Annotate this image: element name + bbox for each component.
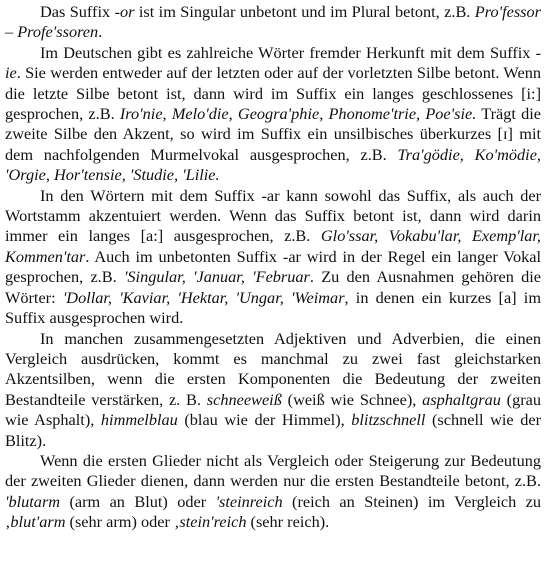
- paragraph: [5, 329, 541, 451]
- italic-term: -or: [114, 2, 135, 21]
- italic-term: Pro'fessor: [474, 2, 541, 21]
- text-run: Das Suffix: [40, 2, 115, 21]
- italic-term: -ie: [5, 42, 541, 83]
- italic-term: ‚blut'arm: [5, 512, 66, 532]
- italic-term: Glo'ssar, Vokabu'lar, Exemp'lar, Kommen'tar: [5, 226, 542, 266]
- italic-term: Tra'gödie, Ko'mödie, 'Orgie, Hor'tensie, 'Studie, 'Lilie.: [5, 144, 541, 185]
- text-run: Wenn die ersten Glieder nicht als Vergleich oder Steigerung zur Bedeutung der zweiten Glieder dienen, dann werden nur die ersten Bestandteile betont, z.B.: [5, 450, 541, 491]
- text-run: ist im Singular unbetont und im Plural betont, z.B.: [134, 2, 475, 21]
- italic-term: blitzschnell: [351, 410, 426, 430]
- italic-term: asphaltgrau: [422, 389, 501, 409]
- text-run: Im Deutschen gibt es zahlreiche Wörter fremder Herkunft mit dem Suffix: [40, 42, 536, 62]
- text-run: (grau wie Asphalt),: [5, 389, 542, 430]
- italic-term: 'steinreich: [215, 491, 283, 511]
- text-run: (sehr arm) oder: [65, 512, 174, 532]
- text-run: . Zu den Ausnahmen gehören die Wörter:: [5, 267, 542, 307]
- text-run: , in denen ein kurzes [a] im Suffix ausgesprochen wird.: [5, 287, 541, 328]
- paragraph: [5, 186, 541, 329]
- italic-term: schneeweiß: [206, 389, 282, 409]
- italic-term: 'blutarm: [5, 491, 61, 511]
- text-run: Trägt die zweite Silbe den Akzent, so wird im Suffix ein unsilbisches überkurzes [ɪ] mit dem nachfolgenden Murmelvokal ausgesprochen, z.B.: [5, 104, 542, 164]
- text-run: –: [5, 22, 18, 42]
- italic-term: Iro'nie, Melo'die, Geogra'phie, Phonome'trie, Poe'sie.: [119, 104, 477, 124]
- text-run: (schnell wie der Blitz).: [5, 410, 542, 450]
- text-run: (reich an Steinen) im Vergleich zu: [282, 491, 541, 511]
- paragraph: [5, 2, 541, 43]
- text-run: (weiß wie Schnee),: [281, 389, 423, 409]
- italic-term: ‚stein'reich: [173, 512, 247, 532]
- italic-term: himmelblau: [100, 410, 178, 430]
- text-run: . Auch im unbetonten Suffix -ar wird in der Regel ein langer Vokal gesprochen, z.B.: [5, 246, 541, 287]
- paragraph: [5, 43, 541, 186]
- text-run: (blau wie der Himmel),: [177, 410, 352, 430]
- text-run: (sehr reich).: [246, 512, 330, 532]
- italic-term: 'Singular, 'Januar, 'Februar: [123, 267, 310, 287]
- text-run: .: [98, 22, 103, 42]
- text-run: (arm an Blut) oder: [60, 491, 216, 511]
- text-run: In den Wörtern mit dem Suffix -ar kann sowohl das Suffix, als auch der Wortstamm akzentuiert werden. Wenn das Suffix betont ist, dann wird darin immer ein langes [a:] ausgesprochen, z.B.: [5, 185, 541, 246]
- italic-term: Profe'ssoren: [17, 22, 99, 42]
- text-run: . Sie werden entweder auf der letzten oder auf der vorletzten Silbe betont. Wenn die letzte Silbe betont ist, dann wird im Suffix ein langes geschlossenes [i:] gesprochen, z.B.: [5, 63, 541, 124]
- italic-term: 'Dollar, 'Kaviar, 'Hektar, 'Ungar, 'Weimar: [62, 287, 345, 307]
- text-run: In manchen zusammengesetzten Adjektiven und Adverbien, die einen Vergleich ausdrücken, kommt es manchmal zu zwei fast gleichstarken Akzentsilben, wenn die ersten Komponenten die Bedeutung der zweiten Bestandteile verstärken, z. B.: [5, 328, 541, 409]
- paragraph: [5, 451, 541, 533]
